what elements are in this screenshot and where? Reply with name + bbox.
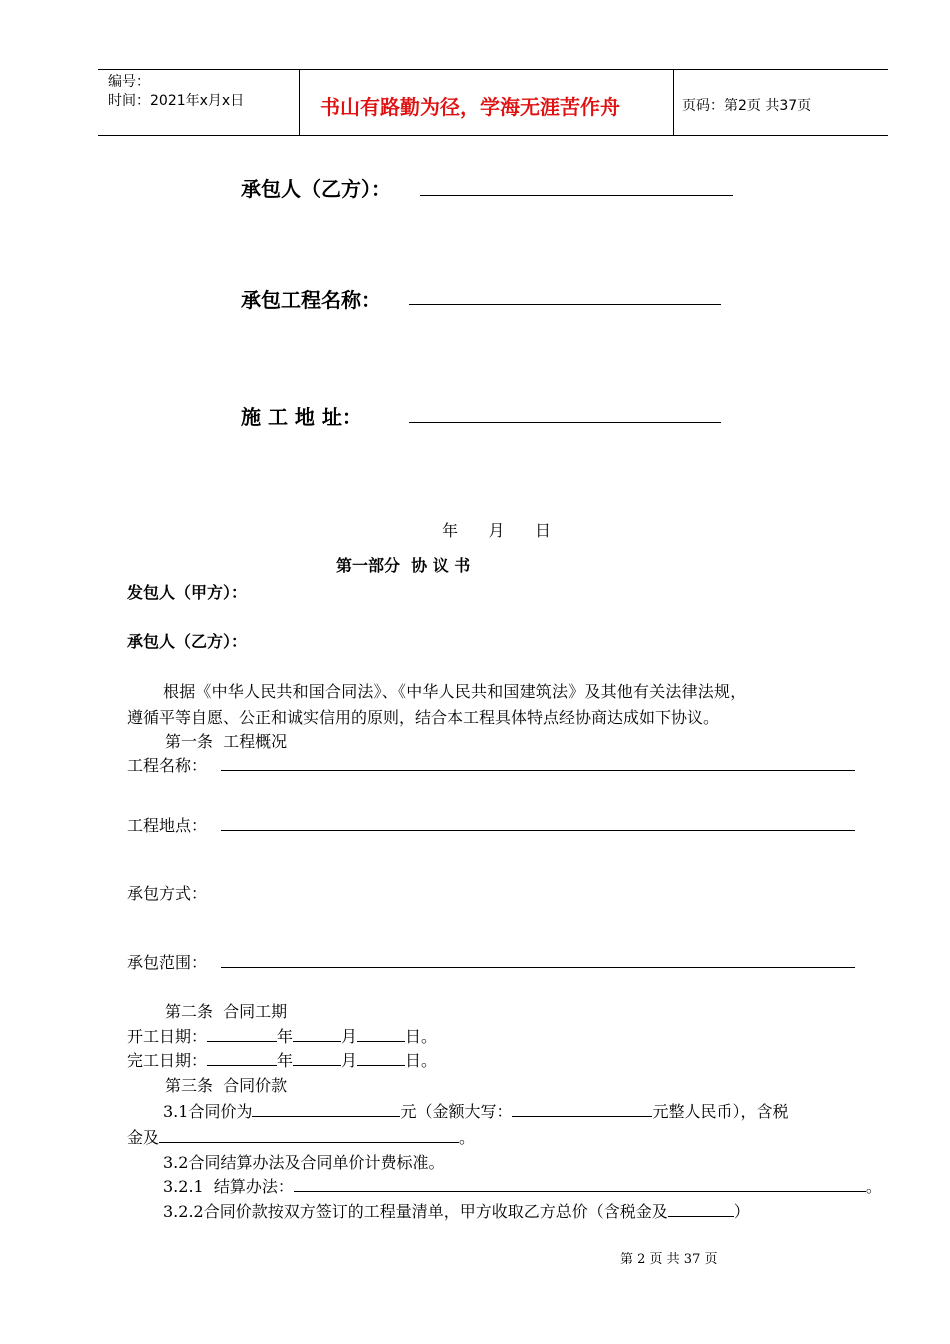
price-clause-text: 3.2.2合同价款按双方签订的工程量清单，甲方收取乙方总价（含税金及 [163, 1202, 668, 1221]
cover-address-line [409, 422, 721, 423]
settlement-method-row [163, 1174, 882, 1197]
price-prefix: 3.1合同价为 [163, 1102, 253, 1121]
tax-suffix: 。 [459, 1128, 476, 1147]
price-clause-blank [668, 1199, 734, 1217]
party-b-label: 承包人（乙方）： [127, 632, 248, 651]
article-3-title: 第三条 合同价款 [165, 1076, 288, 1095]
project-location-line [221, 830, 855, 831]
cover-contractor-line [420, 195, 733, 196]
cover-project-name-line [409, 304, 721, 305]
header-divider-right [673, 69, 674, 135]
contract-method-label: 承包方式： [127, 884, 208, 903]
end-date-label: 完工日期： [127, 1051, 208, 1070]
settlement-method-blank [294, 1174, 866, 1192]
time-label: 时间：2021年x月x日 [108, 93, 245, 109]
start-year-char: 年 [277, 1027, 294, 1046]
end-day-blank [357, 1048, 405, 1066]
settlement-method-end: 。 [865, 1177, 882, 1196]
header-top-rule [98, 69, 888, 70]
header-divider-left [299, 69, 300, 135]
tax-row [127, 1125, 475, 1148]
contract-scope-line [221, 967, 855, 968]
serial-label: 编号： [108, 74, 150, 90]
end-date-row [127, 1048, 437, 1071]
start-day-char: 日。 [405, 1027, 438, 1046]
tax-prefix: 金及 [127, 1128, 160, 1147]
article-1-title: 第一条 工程概况 [165, 732, 288, 751]
price-suffix: 元整人民币），含税 [652, 1102, 789, 1121]
page-info: 页码：第2页 共37页 [682, 98, 812, 114]
end-day-char: 日。 [405, 1051, 438, 1070]
tax-blank [159, 1125, 459, 1143]
article-2-title: 第二条 合同工期 [165, 1002, 288, 1021]
start-month-char: 月 [341, 1027, 358, 1046]
project-name-line [221, 770, 855, 771]
cover-contractor-label: 承包人（乙方）： [241, 177, 391, 201]
intro-line-1: 根据《中华人民共和国合同法》、《中华人民共和国建筑法》及其他有关法律法规， [163, 682, 747, 701]
cover-project-name-label: 承包工程名称： [241, 288, 381, 312]
end-year-char: 年 [277, 1051, 294, 1070]
settlement-method-label: 3.2.1 结算办法： [163, 1177, 294, 1196]
price-clause-end: ） [733, 1202, 750, 1221]
contract-scope-label: 承包范围： [127, 953, 208, 972]
part-title: 第一部分 协 议 书 [336, 556, 471, 575]
cover-address-label: 施 工 地 址： [241, 405, 362, 429]
start-day-blank [357, 1024, 405, 1042]
settlement-title: 3.2合同结算办法及合同单价计费标准。 [163, 1153, 445, 1172]
end-month-blank [293, 1048, 341, 1066]
start-date-row [127, 1024, 437, 1047]
footer-page-number: 第 2 页 共 37 页 [620, 1252, 718, 1267]
end-year-blank [207, 1048, 277, 1066]
end-month-char: 月 [341, 1051, 358, 1070]
price-row [163, 1099, 788, 1122]
intro-line-2: 遵循平等自愿、公正和诚实信用的原则，结合本工程具体特点经协商达成如下协议。 [127, 708, 720, 727]
price-clause-row [163, 1199, 750, 1222]
start-year-blank [207, 1024, 277, 1042]
party-a-label: 发包人（甲方）： [127, 583, 248, 602]
project-location-label: 工程地点： [127, 816, 208, 835]
price-words-blank [512, 1099, 652, 1117]
cover-date-line: 年 月 日 [442, 521, 552, 540]
project-name-label: 工程名称： [127, 756, 208, 775]
start-date-label: 开工日期： [127, 1027, 208, 1046]
header-bottom-rule [98, 135, 888, 136]
price-mid: 元（金额大写： [400, 1102, 513, 1121]
start-month-blank [293, 1024, 341, 1042]
header-motto: 书山有路勤为径，学海无涯苦作舟 [320, 95, 620, 119]
price-blank [252, 1099, 400, 1117]
